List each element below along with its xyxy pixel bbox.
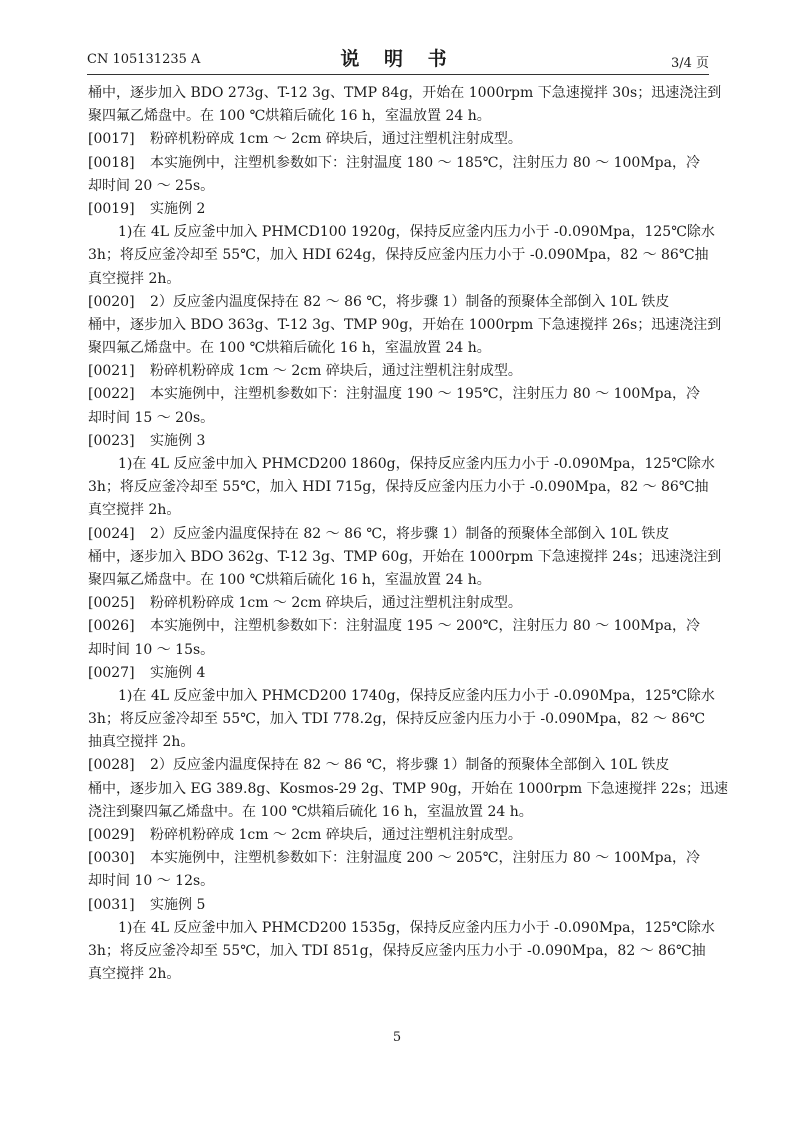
text-line bbox=[88, 546, 722, 569]
paragraph-number: [0028] bbox=[88, 757, 135, 774]
text-line bbox=[88, 569, 710, 592]
line-text: 聚四氟乙烯盘中。在 100 ℃烘箱后硫化 16 h，室温放置 24 h。 bbox=[88, 108, 491, 125]
paragraph-number: [0021] bbox=[88, 363, 135, 380]
line-text: 粉碎机粉碎成 1cm ～ 2cm 碎块后，通过注塑机注射成型。 bbox=[150, 827, 522, 843]
line-text: 实施例 5 bbox=[150, 896, 206, 913]
line-text: 真空搅拌 2h。 bbox=[88, 270, 181, 287]
text-line bbox=[88, 337, 710, 360]
line-text: 3h；将反应釜冷却至 55℃，加入 TDI 851g，保持反应釜内压力小于 -0.090Mpa，82 ～ 86℃抽 bbox=[88, 942, 706, 959]
text-line bbox=[88, 754, 710, 777]
line-text: 桶中，逐步加入 BDO 273g、T-12 3g、TMP 84g，开始在 1000rpm 下急速搅拌 30s；迅速浇注到 bbox=[88, 85, 722, 101]
line-text: 粉碎机粉碎成 1cm ～ 2cm 碎块后，通过注塑机注射成型。 bbox=[150, 131, 522, 148]
line-text: 3h；将反应釜冷却至 55℃，加入 TDI 778.2g，保持反应釜内压力小于 -0.090Mpa，82 ～ 86℃ bbox=[88, 711, 705, 728]
text-line bbox=[88, 221, 715, 244]
text-line bbox=[88, 824, 710, 847]
line-text: 却时间 10 ～ 12s。 bbox=[88, 873, 215, 890]
line-text: 浇注到聚四氟乙烯盘中。在 100 ℃烘箱后硫化 16 h，室温放置 24 h。 bbox=[88, 803, 533, 820]
text-line bbox=[88, 175, 710, 198]
line-text: 聚四氟乙烯盘中。在 100 ℃烘箱后硫化 16 h，室温放置 24 h。 bbox=[88, 340, 491, 357]
text-line bbox=[88, 430, 710, 453]
header-divider bbox=[87, 74, 709, 75]
text-line bbox=[88, 523, 710, 546]
line-text: 实施例 4 bbox=[150, 664, 206, 681]
text-line bbox=[88, 105, 710, 128]
paragraph-number: [0026] bbox=[88, 618, 135, 635]
paragraph-number: [0024] bbox=[88, 525, 135, 542]
line-text: 实施例 3 bbox=[150, 432, 206, 449]
page-indicator: 3/4 页 bbox=[670, 56, 709, 71]
text-line bbox=[88, 870, 710, 893]
text-line bbox=[88, 499, 710, 522]
text-line bbox=[88, 639, 710, 662]
text-line bbox=[88, 476, 710, 499]
text-line bbox=[88, 917, 715, 940]
paragraph-number: [0022] bbox=[88, 386, 135, 403]
line-text: 1)在 4L 反应釜中加入 PHMCD200 1535g，保持反应釜内压力小于 -0.090Mpa，125℃除水 bbox=[118, 919, 715, 936]
line-text: 粉碎机粉碎成 1cm ～ 2cm 碎块后，通过注塑机注射成型。 bbox=[150, 595, 522, 612]
text-line bbox=[88, 592, 710, 615]
document-title: 说 明 书 bbox=[340, 48, 456, 70]
line-text: 2）反应釜内温度保持在 82 ～ 86 ℃，将步骤 1）制备的预聚体全部倒入 10L 铁皮 bbox=[150, 293, 670, 310]
text-line bbox=[88, 152, 710, 175]
text-line bbox=[88, 291, 710, 314]
line-text: 1)在 4L 反应釜中加入 PHMCD100 1920g，保持反应釜内压力小于 -0.090Mpa，125℃除水 bbox=[118, 224, 715, 241]
line-text: 1)在 4L 反应釜中加入 PHMCD200 1740g，保持反应釜内压力小于 -0.090Mpa，125℃除水 bbox=[118, 687, 715, 704]
text-line bbox=[88, 360, 710, 383]
text-line bbox=[88, 128, 710, 151]
text-line bbox=[88, 778, 729, 801]
paragraph-number: [0027] bbox=[88, 664, 135, 681]
line-text: 桶中，逐步加入 BDO 363g、T-12 3g、TMP 90g，开始在 1000rpm 下急速搅拌 26s；迅速浇注到 bbox=[88, 316, 722, 333]
text-line bbox=[88, 685, 715, 708]
line-text: 真空搅拌 2h。 bbox=[88, 502, 181, 519]
paragraph-number: [0019] bbox=[88, 200, 135, 217]
line-text: 真空搅拌 2h。 bbox=[88, 966, 181, 983]
line-text: 桶中，逐步加入 BDO 362g、T-12 3g、TMP 60g，开始在 1000rpm 下急速搅拌 24s；迅速浇注到 bbox=[88, 548, 722, 565]
text-line bbox=[88, 198, 710, 221]
paragraph-number: [0030] bbox=[88, 850, 135, 867]
text-line bbox=[88, 82, 722, 105]
text-line bbox=[88, 894, 710, 917]
paragraph-number: [0017] bbox=[88, 131, 135, 148]
paragraph-number: [0031] bbox=[88, 896, 135, 913]
text-line bbox=[88, 801, 710, 824]
line-text: 本实施例中，注塑机参数如下：注射温度 190 ～ 195℃，注射压力 80 ～ 100Mpa，冷 bbox=[150, 386, 700, 403]
text-line bbox=[88, 268, 710, 291]
line-text: 桶中，逐步加入 EG 389.8g、Kosmos-29 2g、TMP 90g，开始在 1000rpm 下急速搅拌 22s；迅速 bbox=[88, 780, 729, 797]
line-text: 抽真空搅拌 2h。 bbox=[88, 734, 195, 751]
text-line bbox=[88, 244, 710, 267]
paragraph-number: [0018] bbox=[88, 154, 135, 171]
text-line bbox=[88, 731, 710, 754]
text-line bbox=[88, 847, 710, 870]
paragraph-number: [0020] bbox=[88, 293, 135, 310]
page-header bbox=[87, 44, 709, 74]
text-line bbox=[88, 615, 710, 638]
line-text: 却时间 20 ～ 25s。 bbox=[88, 177, 215, 194]
line-text: 却时间 10 ～ 15s。 bbox=[88, 641, 215, 658]
line-text: 却时间 15 ～ 20s。 bbox=[88, 409, 215, 426]
patent-number: CN 105131235 A bbox=[87, 52, 201, 67]
text-line bbox=[88, 963, 710, 986]
text-line bbox=[88, 708, 710, 731]
text-line bbox=[88, 314, 722, 337]
page-number: 5 bbox=[392, 1030, 402, 1045]
line-text: 粉碎机粉碎成 1cm ～ 2cm 碎块后，通过注塑机注射成型。 bbox=[150, 363, 522, 380]
text-line bbox=[88, 383, 710, 406]
text-line bbox=[88, 453, 715, 476]
paragraph-number: [0029] bbox=[88, 827, 135, 843]
line-text: 2）反应釜内温度保持在 82 ～ 86 ℃，将步骤 1）制备的预聚体全部倒入 10L 铁皮 bbox=[150, 525, 670, 542]
line-text: 本实施例中，注塑机参数如下：注射温度 200 ～ 205℃，注射压力 80 ～ 100Mpa，冷 bbox=[150, 850, 700, 867]
line-text: 实施例 2 bbox=[150, 200, 206, 217]
text-line bbox=[88, 662, 710, 685]
line-text: 2）反应釜内温度保持在 82 ～ 86 ℃，将步骤 1）制备的预聚体全部倒入 10L 铁皮 bbox=[150, 757, 670, 774]
text-line bbox=[88, 940, 710, 963]
line-text: 3h；将反应釜冷却至 55℃，加入 HDI 624g，保持反应釜内压力小于 -0.090Mpa，82 ～ 86℃抽 bbox=[88, 247, 709, 264]
document-body bbox=[88, 82, 729, 986]
line-text: 1)在 4L 反应釜中加入 PHMCD200 1860g，保持反应釜内压力小于 -0.090Mpa，125℃除水 bbox=[118, 456, 715, 472]
line-text: 本实施例中，注塑机参数如下：注射温度 195 ～ 200℃，注射压力 80 ～ 100Mpa，冷 bbox=[150, 618, 700, 635]
paragraph-number: [0023] bbox=[88, 432, 135, 449]
line-text: 3h；将反应釜冷却至 55℃，加入 HDI 715g，保持反应釜内压力小于 -0.090Mpa，82 ～ 86℃抽 bbox=[88, 479, 709, 496]
paragraph-number: [0025] bbox=[88, 595, 135, 612]
line-text: 本实施例中，注塑机参数如下：注射温度 180 ～ 185℃，注射压力 80 ～ 100Mpa，冷 bbox=[150, 154, 700, 171]
line-text: 聚四氟乙烯盘中。在 100 ℃烘箱后硫化 16 h，室温放置 24 h。 bbox=[88, 571, 491, 588]
text-line bbox=[88, 407, 710, 430]
